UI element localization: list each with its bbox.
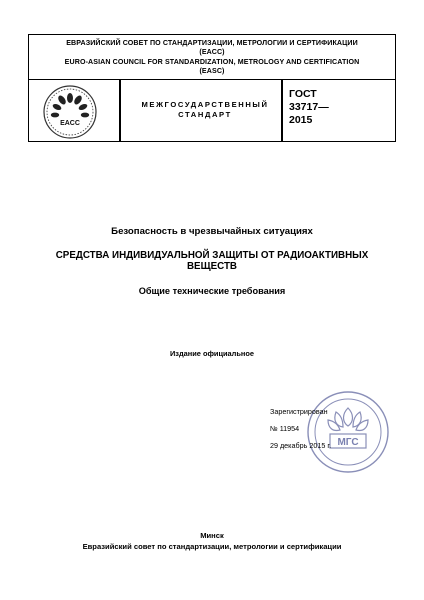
svg-text:МГС: МГС xyxy=(337,437,359,448)
mgs-stamp-icon xyxy=(306,390,390,474)
council-name-en: EURO-ASIAN COUNCIL FOR STANDARDIZATION, METROLOGY AND CERTIFICATION xyxy=(64,58,360,66)
main-title-line1: СРЕДСТВА ИНДИВИДУАЛЬНОЙ ЗАЩИТЫ ОТ РАДИОАКТИВНЫХ xyxy=(55,250,369,261)
footer-publisher: Евразийский совет по стандартизации, метрологии и сертификации xyxy=(82,542,342,551)
subtitle: Общие технические требования xyxy=(138,286,286,296)
divider-right xyxy=(281,80,283,141)
footer-city: Минск xyxy=(200,531,224,540)
standard-label: СТАНДАРТ xyxy=(178,110,232,119)
registration-date: 29 декабрь 2015 г. xyxy=(270,441,332,450)
main-title-line2: ВЕЩЕСТВ xyxy=(186,261,238,272)
council-abbr-ru: (ЕАСС) xyxy=(199,48,225,56)
divider-left xyxy=(119,80,121,141)
interstate-label: МЕЖГОСУДАРСТВЕННЫЙ xyxy=(141,100,269,109)
registration-label: Зарегистрирован xyxy=(270,407,328,416)
gost-year: 2015 xyxy=(289,114,313,126)
series-title: Безопасность в чрезвычайных ситуациях xyxy=(111,226,313,237)
council-abbr-en: (EASC) xyxy=(199,67,225,75)
registration-number: № 11954 xyxy=(270,424,300,433)
council-name-ru: ЕВРАЗИЙСКИЙ СОВЕТ ПО СТАНДАРТИЗАЦИИ, МЕТРОЛОГИИ И СЕРТИФИКАЦИИ xyxy=(66,39,358,47)
svg-text:EACC: EACC xyxy=(60,120,80,127)
gost-number: 33717— xyxy=(289,101,329,113)
gost-prefix: ГОСТ xyxy=(289,88,317,100)
edition-label: Издание официальное xyxy=(169,349,254,358)
easc-emblem-icon xyxy=(42,84,98,140)
council-header xyxy=(28,34,396,80)
standard-header xyxy=(28,80,396,142)
